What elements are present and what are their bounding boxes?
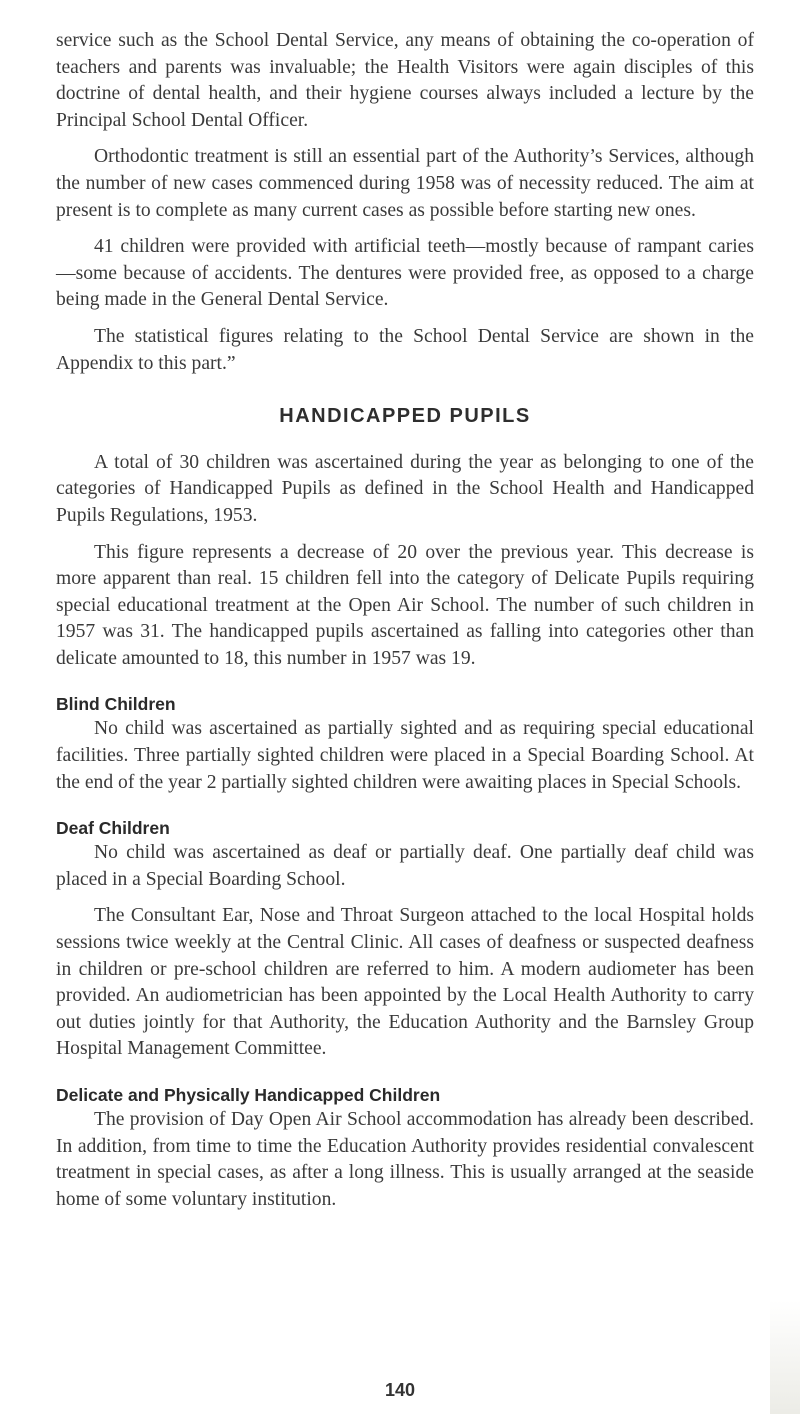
- paragraph: This figure represents a decrease of 20 over the previous year. This decrease is more apparent than real. 15 children fell into the category of Delicate Pupils requiring special educational treatment at the Open Air School. The number of such children in 1957 was 31. The handicapped pupils ascertained as falling into categories other than delicate amounted to 18, this number in 1957 was 19.: [56, 541, 754, 669]
- paragraph: A total of 30 children was ascertained during the year as belonging to one of the categories of Handicapped Pupils as defined in the School Health and Handicapped Pupils Regulations, 1953.: [56, 451, 754, 526]
- paragraph: No child was ascertained as partially sighted and as requiring special educational facilities. Three partially sighted children were placed in a Special Boarding School. At the end of the year 2 partially sighted children were awaiting places in Special Schools.: [56, 718, 754, 793]
- subheading-blind-children: Blind Children: [56, 694, 176, 715]
- page-edge-shadow: [770, 1300, 800, 1414]
- paragraph: The provision of Day Open Air School accommodation has already been described. In addition, from time to time the Education Authority provides residential convalescent treatment in special cases, as after a long illness. This is usually arranged at the seaside home of some voluntary institution.: [56, 1109, 754, 1210]
- paragraph: service such as the School Dental Service, any means of obtaining the co-operation of teachers and parents was invaluable; the Health Visitors were again disciples of this doctrine of dental health, and their hygiene courses always included a lecture by the Principal School Dental Officer.: [56, 30, 754, 131]
- paragraph: The statistical figures relating to the School Dental Service are shown in the Appendix to this part.”: [56, 325, 754, 374]
- document-page: [56, 28, 754, 1213]
- paragraph: The Consultant Ear, Nose and Throat Surgeon attached to the local Hospital holds sessions twice weekly at the Central Clinic. All cases of deafness or suspected deafness in children or pre-school children are referred to him. A modern audiometer has been provided. An audiometrician has been appointed by the Local Health Authority to carry out duties jointly for that Authority, the Education Authority and the Barnsley Group Hospital Management Committee.: [56, 905, 754, 1060]
- page-number: 140: [384, 1380, 416, 1400]
- section-heading-handicapped-pupils: HANDICAPPED PUPILS: [279, 405, 531, 428]
- paragraph: No child was ascertained as deaf or partially deaf. One partially deaf child was placed in a Special Boarding School.: [56, 842, 754, 890]
- paragraph: 41 children were provided with artificial teeth—mostly because of rampant caries—some because of accidents. The dentures were provided free, as opposed to a charge being made in the General Dental Service.: [56, 236, 754, 311]
- paragraph: Orthodontic treatment is still an essential part of the Authority’s Services, although the number of new cases commenced during 1958 was of necessity reduced. The aim at present is to complete as many current cases as possible before starting new ones.: [56, 146, 754, 221]
- subheading-deaf-children: Deaf Children: [56, 818, 170, 839]
- subheading-delicate-children: Delicate and Physically Handicapped Children: [56, 1085, 441, 1105]
